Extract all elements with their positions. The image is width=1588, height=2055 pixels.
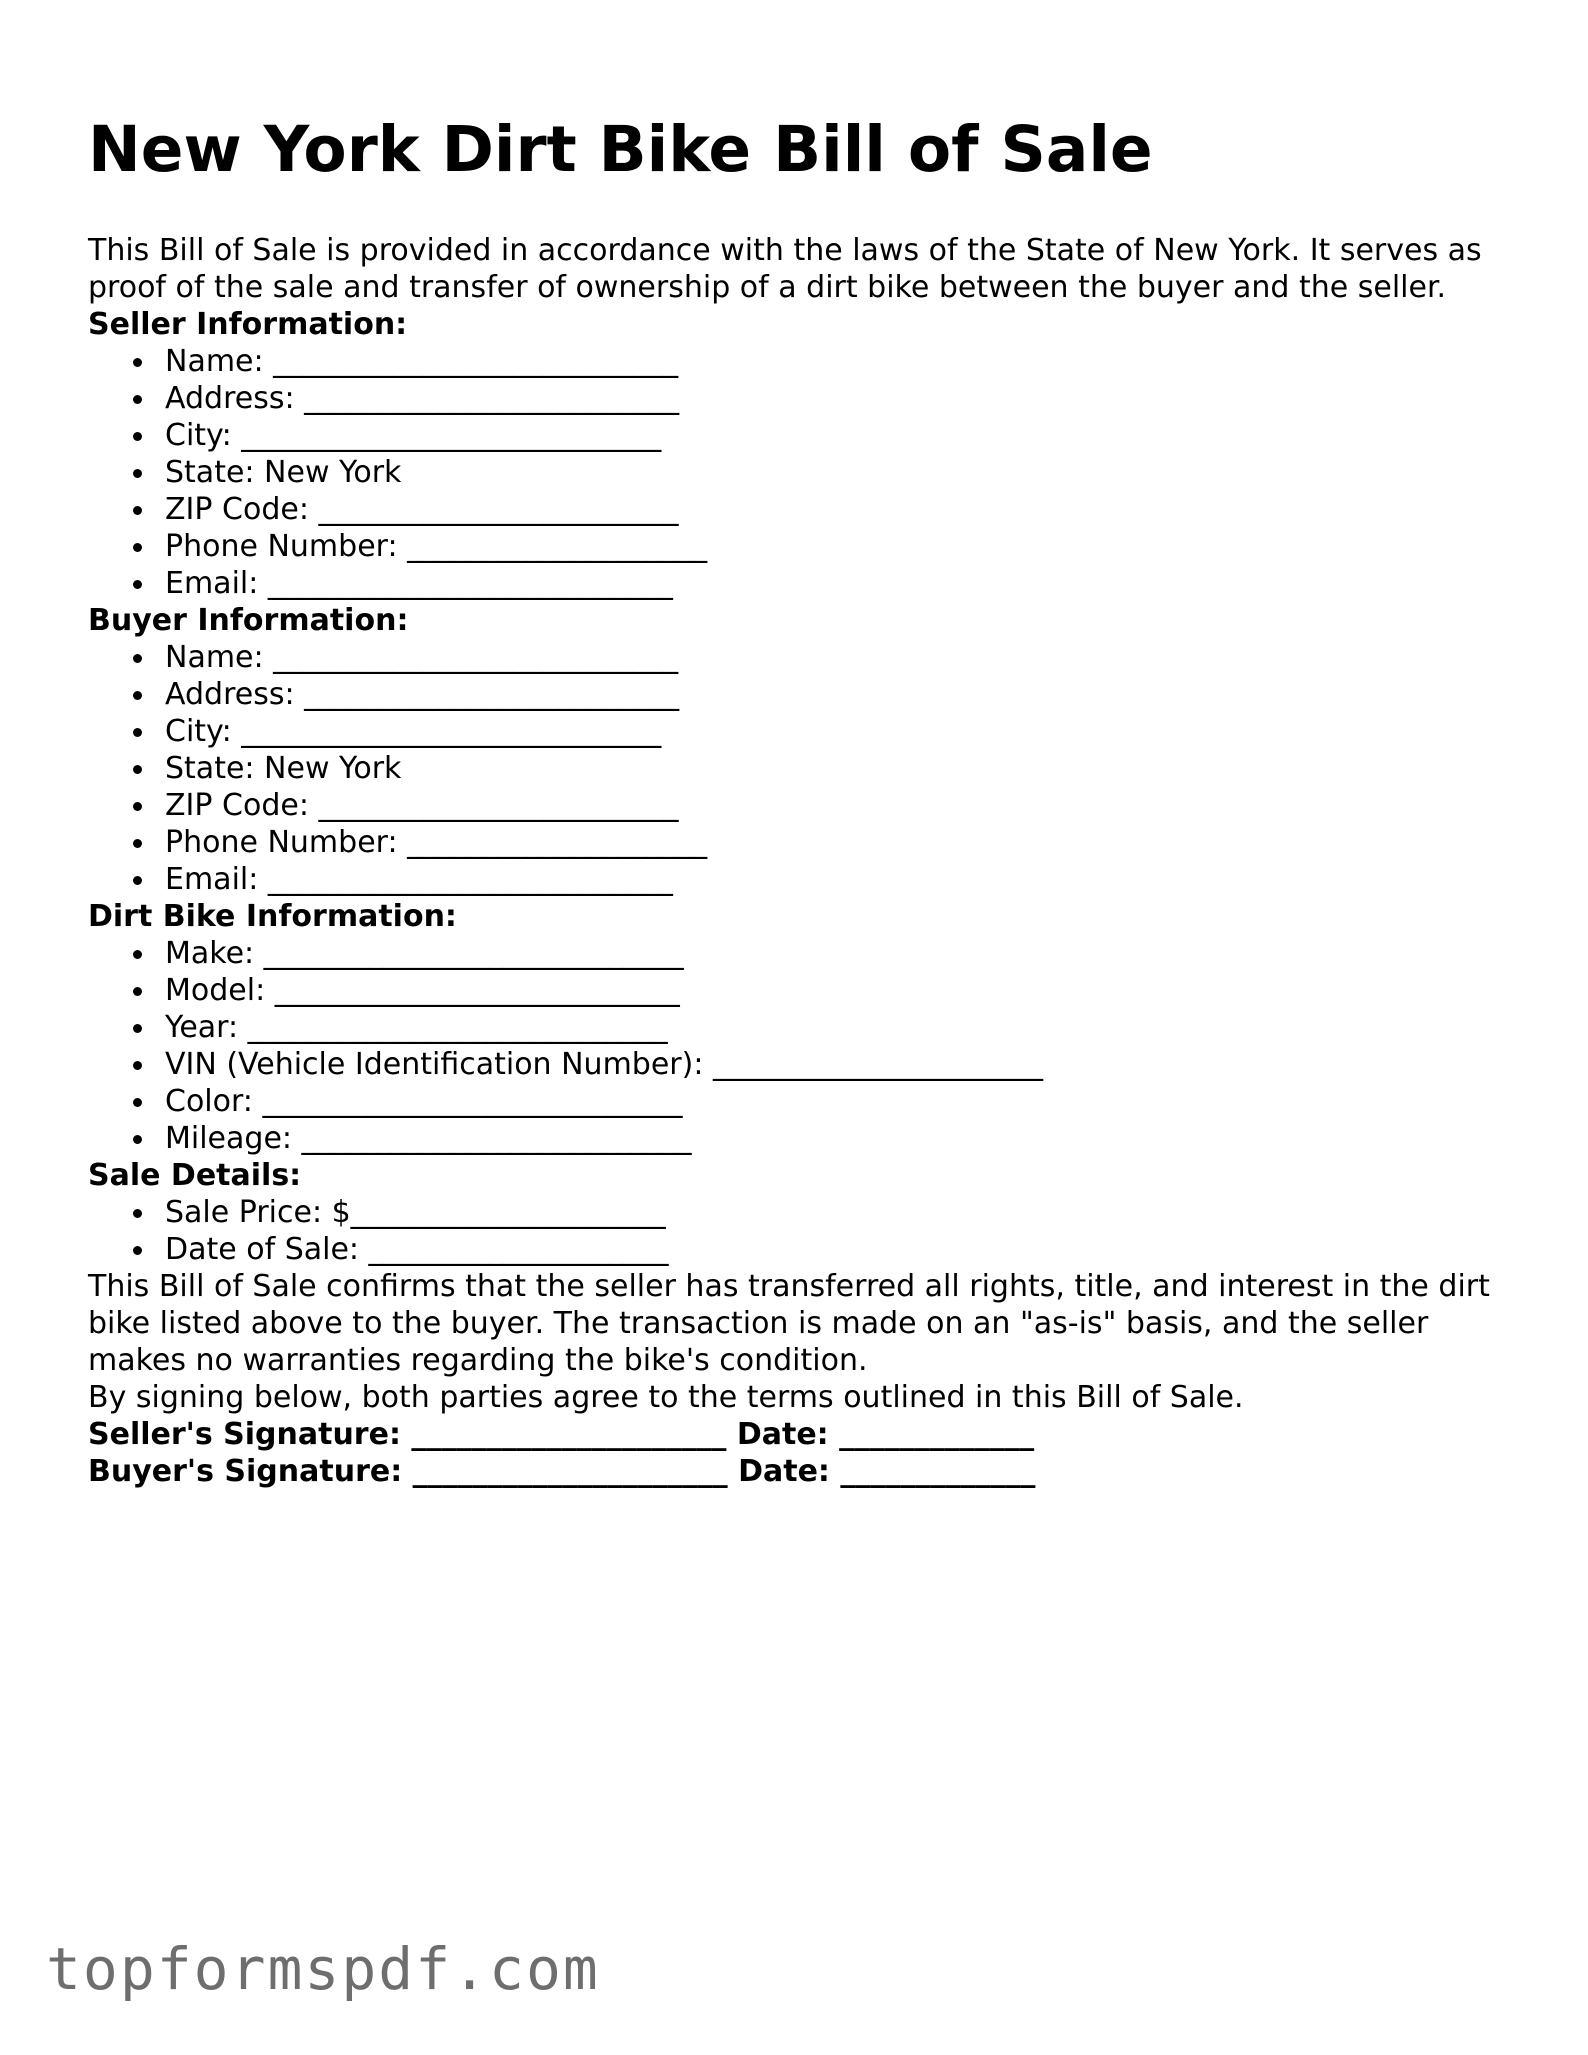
buyer-state-field: State: New York [165,750,1508,787]
agreement-paragraph: By signing below, both parties agree to the terms outlined in this Bill of Sale. [88,1380,1244,1415]
seller-phone-field: Phone Number: ____________________ [165,528,1508,565]
intro-paragraph: This Bill of Sale is provided in accordance with the laws of the State of New York. It serves as proof of the sale and transfer of ownership of a dirt bike between the buyer and the seller. [88,233,1482,305]
watermark-text: topformspdf.com [46,1935,600,2003]
bike-color-field: Color: ____________________________ [165,1083,1508,1120]
sale-heading: Sale Details: [88,1158,302,1193]
seller-name-field: Name: ___________________________ [165,343,1508,380]
bike-model-field: Model: ___________________________ [165,972,1508,1009]
bike-mileage-field: Mileage: __________________________ [165,1120,1508,1157]
buyer-address-field: Address: _________________________ [165,676,1508,713]
buyer-heading: Buyer Information: [88,603,409,638]
buyer-name-field: Name: ___________________________ [165,639,1508,676]
confirmation-paragraph: This Bill of Sale confirms that the seller has transferred all rights, title, and interest in the dirt bike listed above to the buyer. The transaction is made on an "as-is" basis, and the seller makes no warranties regarding the bike's condition. [88,1269,1490,1378]
buyer-email-field: Email: ___________________________ [165,861,1508,898]
sale-fields [88,1194,1508,1268]
bike-heading: Dirt Bike Information: [88,899,457,934]
seller-address-field: Address: _________________________ [165,380,1508,417]
seller-state-field: State: New York [165,454,1508,491]
seller-email-field: Email: ___________________________ [165,565,1508,602]
buyer-phone-field: Phone Number: ____________________ [165,824,1508,861]
buyer-fields [88,639,1508,898]
bike-vin-field: VIN (Vehicle Identification Number): ______________________ [165,1046,1508,1083]
bike-fields [88,935,1508,1157]
seller-city-field: City: ____________________________ [165,417,1508,454]
seller-zip-field: ZIP Code: ________________________ [165,491,1508,528]
bike-make-field: Make: ____________________________ [165,935,1508,972]
buyer-city-field: City: ____________________________ [165,713,1508,750]
bike-year-field: Year: ____________________________ [165,1009,1508,1046]
seller-fields [88,343,1508,602]
buyer-zip-field: ZIP Code: ________________________ [165,787,1508,824]
buyer-signature-line: Buyer's Signature: _____________________ Date: _____________ [88,1454,1036,1489]
sale-price-field: Sale Price: $_____________________ [165,1194,1508,1231]
seller-signature-line: Seller's Signature: _____________________ Date: _____________ [88,1417,1035,1452]
document-page [88,104,1508,1490]
seller-heading: Seller Information: [88,307,408,342]
sale-date-field: Date of Sale: ____________________ [165,1231,1508,1268]
page-title: New York Dirt Bike Bill of Sale [88,113,1153,186]
